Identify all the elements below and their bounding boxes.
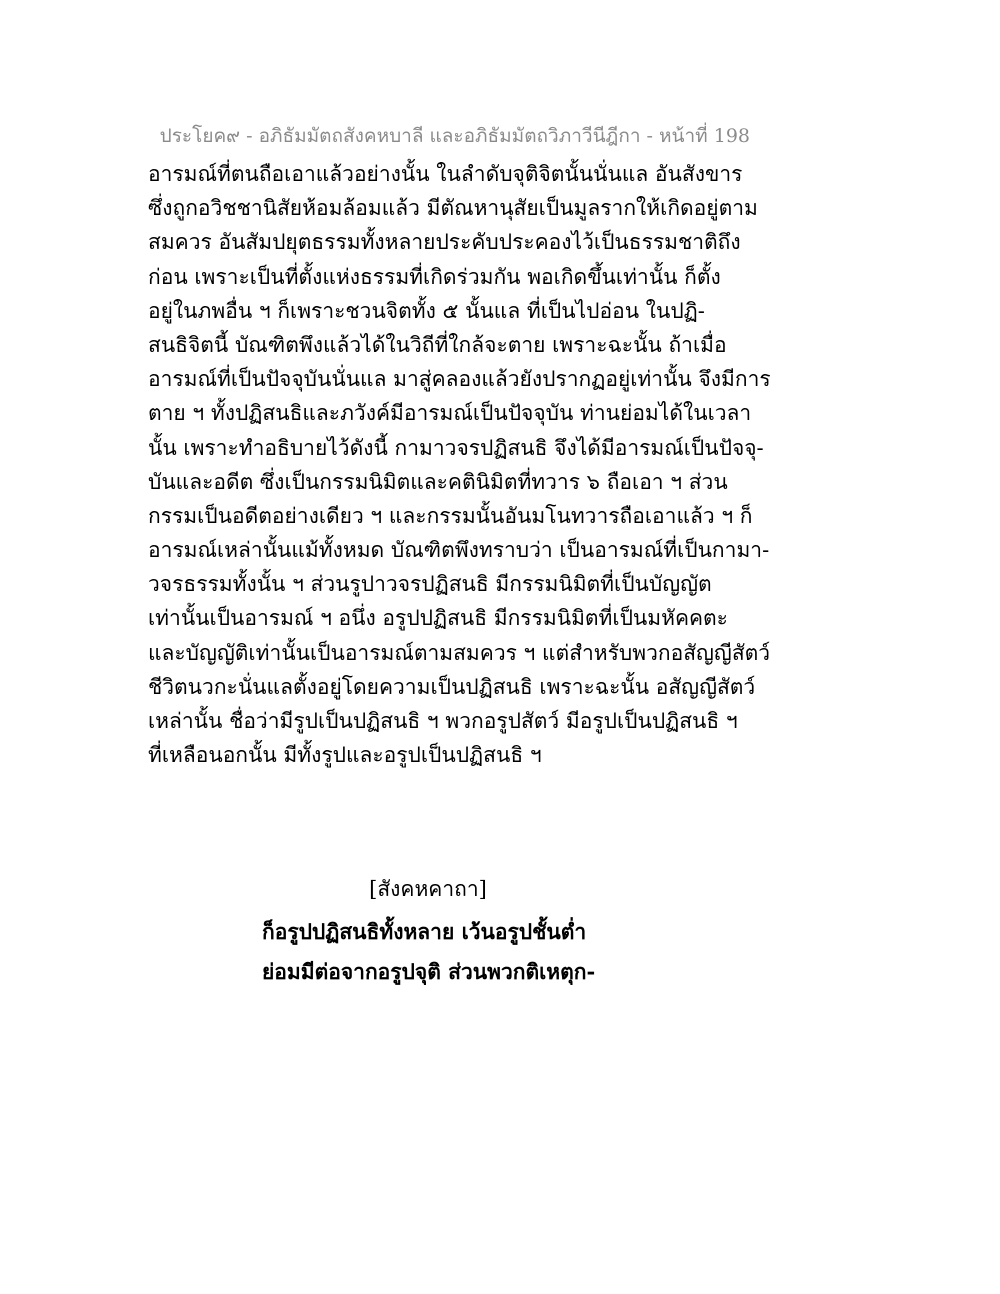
body-line: ก่อน เพราะเป็นที่ตั้งแห่งธรรมที่เกิดร่วมกัน พอเกิดขึ้นเท่านั้น ก็ตั้ง	[148, 264, 721, 289]
verse-block	[262, 912, 595, 992]
body-line: อารมณ์เหล่านั้นแม้ทั้งหมด บัณฑิตพึงทราบว่า เป็นอารมณ์ที่เป็นกามา-	[148, 538, 770, 563]
body-line: นั้น เพราะทำอธิบายไว้ดังนี้ กามาวจรปฏิสนธิ จึงได้มีอารมณ์เป็นปัจจุ-	[148, 435, 764, 460]
body-line: อารมณ์ที่ตนถือเอาแล้วอย่างนั้น ในลำดับจุติจิตนั้นนั่นแล อันสังขาร	[148, 162, 743, 186]
body-line: ชีวิตนวกะนั่นแลตั้งอยู่โดยความเป็นปฏิสนธิ เพราะฉะนั้น อสัญญีสัตว์	[148, 674, 756, 699]
body-line: วจรธรรมทั้งนั้น ฯ ส่วนรูปาวจรปฏิสนธิ มีกรรมนิมิตที่เป็นบัญญัต	[148, 572, 712, 597]
body-line: เหล่านั้น ชื่อว่ามีรูปเป็นปฏิสนธิ ฯ พวกอรูปสัตว์ มีอรูปเป็นปฏิสนธิ ฯ	[148, 709, 738, 733]
body-line: เท่านั้นเป็นอารมณ์ ฯ อนึ่ง อรูปปฏิสนธิ มีกรรมนิมิตที่เป็นมหัคคตะ	[148, 606, 728, 631]
body-line: สมควร อันสัมปยุตธรรมทั้งหลายประคับประคองไว้เป็นธรรมชาติถึง	[148, 230, 741, 255]
section-heading: [สังคหคาถา]	[369, 877, 487, 901]
body-line: อยู่ในภพอื่น ฯ ก็เพราะชวนจิตทั้ง ๕ นั้นแล ที่เป็นไปอ่อน ในปฏิ-	[148, 298, 705, 323]
verse-line: ย่อมมีต่อจากอรูปจุติ ส่วนพวกติเหตุก-	[262, 959, 596, 984]
verse-line: ก็อรูปปฏิสนธิทั้งหลาย เว้นอรูปชั้นต่ำ	[262, 919, 587, 944]
body-text	[148, 157, 868, 772]
body-line: อารมณ์ที่เป็นปัจจุบันนั่นแล มาสู่คลองแล้วยังปรากฏอยู่เท่านั้น จึงมีการ	[148, 367, 771, 392]
body-line: สนธิจิตนี้ บัณฑิตพึงแล้วได้ในวิถีที่ใกล้จะตาย เพราะฉะนั้น ถ้าเมื่อ	[148, 332, 727, 357]
body-line: บันและอดีต ซึ่งเป็นกรรมนิมิตและคตินิมิตที่ทวาร ๖ ถือเอา ฯ ส่วน	[148, 469, 728, 494]
body-line: ซึ่งถูกอวิชชานิสัยห้อมล้อมแล้ว มีตัณหานุสัยเป็นมูลรากให้เกิดอยู่ตาม	[148, 196, 758, 221]
body-line: กรรมเป็นอดีตอย่างเดียว ฯ และกรรมนั้นอันมโนทวารถือเอาแล้ว ฯ ก็	[148, 503, 753, 528]
body-line: และบัญญัติเท่านั้นเป็นอารมณ์ตามสมควร ฯ แต่สำหรับพวกอสัญญีสัตว์	[148, 640, 771, 665]
running-header: ประโยค๙ - อภิธัมมัตถสังคหบาลี และอภิธัมมัตถวิภาวีนีฎีกา - หน้าที่ 198	[159, 125, 750, 147]
body-line: ที่เหลือนอกนั้น มีทั้งรูปและอรูปเป็นปฏิสนธิ ฯ	[148, 743, 542, 768]
body-line: ตาย ฯ ทั้งปฏิสนธิและภวังค์มีอารมณ์เป็นปัจจุบัน ท่านย่อมได้ในเวลา	[148, 401, 752, 426]
